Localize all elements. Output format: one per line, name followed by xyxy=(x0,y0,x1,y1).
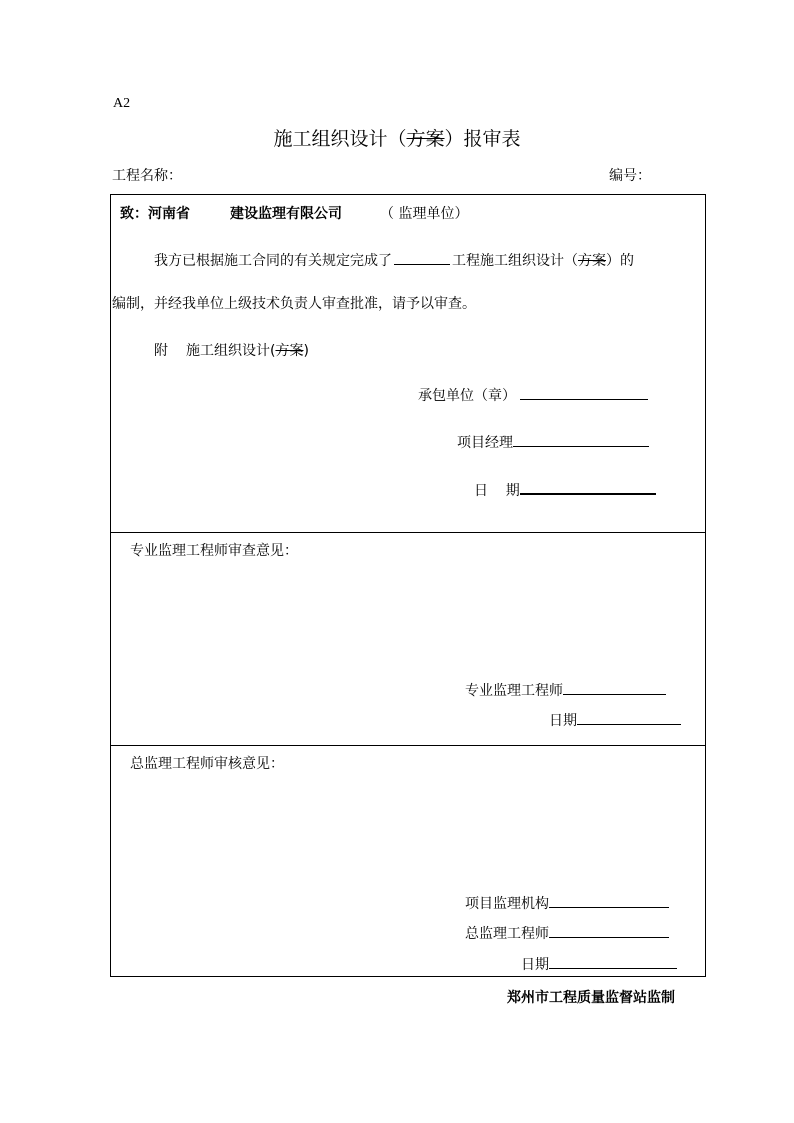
submission-date-label: 日 期 xyxy=(474,483,520,499)
footer-issuer: 郑州市工程质量监督站监制 xyxy=(507,990,675,1006)
project-manager-label: 项目经理 xyxy=(457,435,513,451)
submission-date-line xyxy=(474,480,656,500)
addressee-province: 河南省 xyxy=(148,206,190,222)
specialist-engineer-label: 专业监理工程师 xyxy=(465,683,563,699)
project-blank-field[interactable] xyxy=(394,252,450,265)
title-struck-word: 方案 xyxy=(406,128,445,150)
contractor-signature-field[interactable] xyxy=(520,387,648,400)
body-paragraph-line-1 xyxy=(154,250,634,270)
title-suffix: ）报审表 xyxy=(444,128,521,150)
attachment-struck-word: 方案 xyxy=(275,343,304,359)
contractor-signature-line xyxy=(418,385,648,405)
to-label: 致： xyxy=(120,206,148,222)
form-code: A2 xyxy=(113,96,131,111)
para1-struck-word: 方案 xyxy=(578,253,606,269)
specialist-review-heading: 专业监理工程师审查意见： xyxy=(130,543,298,559)
specialist-date-field[interactable] xyxy=(577,712,681,725)
attachment-label: 附 xyxy=(154,343,168,359)
attachment-line xyxy=(154,340,309,360)
chief-engineer-line xyxy=(465,923,669,943)
supervision-org-line xyxy=(465,893,669,913)
addressee-unit-note: （ 监理单位） xyxy=(380,206,469,222)
addressee-company: 建设监理有限公司 xyxy=(230,206,342,222)
chief-engineer-field[interactable] xyxy=(549,925,669,938)
specialist-date-label: 日期 xyxy=(549,713,577,729)
para1-mid: 工程施工组织设计（ xyxy=(452,253,578,269)
project-manager-field[interactable] xyxy=(513,434,649,447)
chief-date-label: 日期 xyxy=(521,957,549,973)
para1-start: 我方已根据施工合同的有关规定完成了 xyxy=(154,253,392,269)
project-manager-line xyxy=(457,432,649,452)
chief-date-field[interactable] xyxy=(549,956,677,969)
specialist-engineer-field[interactable] xyxy=(563,682,666,695)
chief-engineer-label: 总监理工程师 xyxy=(465,926,549,942)
para1-end: ）的 xyxy=(606,253,634,269)
chief-date-line xyxy=(521,954,677,974)
chief-review-heading: 总监理工程师审核意见： xyxy=(130,756,284,772)
submission-date-field[interactable] xyxy=(520,481,656,495)
serial-number-label: 编号： xyxy=(609,168,651,184)
specialist-date-line xyxy=(549,710,681,730)
page-title xyxy=(0,124,794,151)
attachment-text: 施工组织设计( xyxy=(186,343,276,359)
title-prefix: 施工组织设计（ xyxy=(273,128,407,150)
specialist-engineer-line xyxy=(465,680,666,700)
attachment-close: ) xyxy=(303,343,309,359)
supervision-org-field[interactable] xyxy=(549,895,669,908)
supervision-org-label: 项目监理机构 xyxy=(465,896,549,912)
contractor-label: 承包单位（章） xyxy=(418,388,516,404)
section-divider-1 xyxy=(110,532,706,533)
addressee-line xyxy=(120,203,468,223)
project-name-label: 工程名称： xyxy=(112,168,182,184)
section-divider-2 xyxy=(110,745,706,746)
body-paragraph-line-2: 编制，并经我单位上级技术负责人审查批准，请予以审查。 xyxy=(112,296,476,312)
